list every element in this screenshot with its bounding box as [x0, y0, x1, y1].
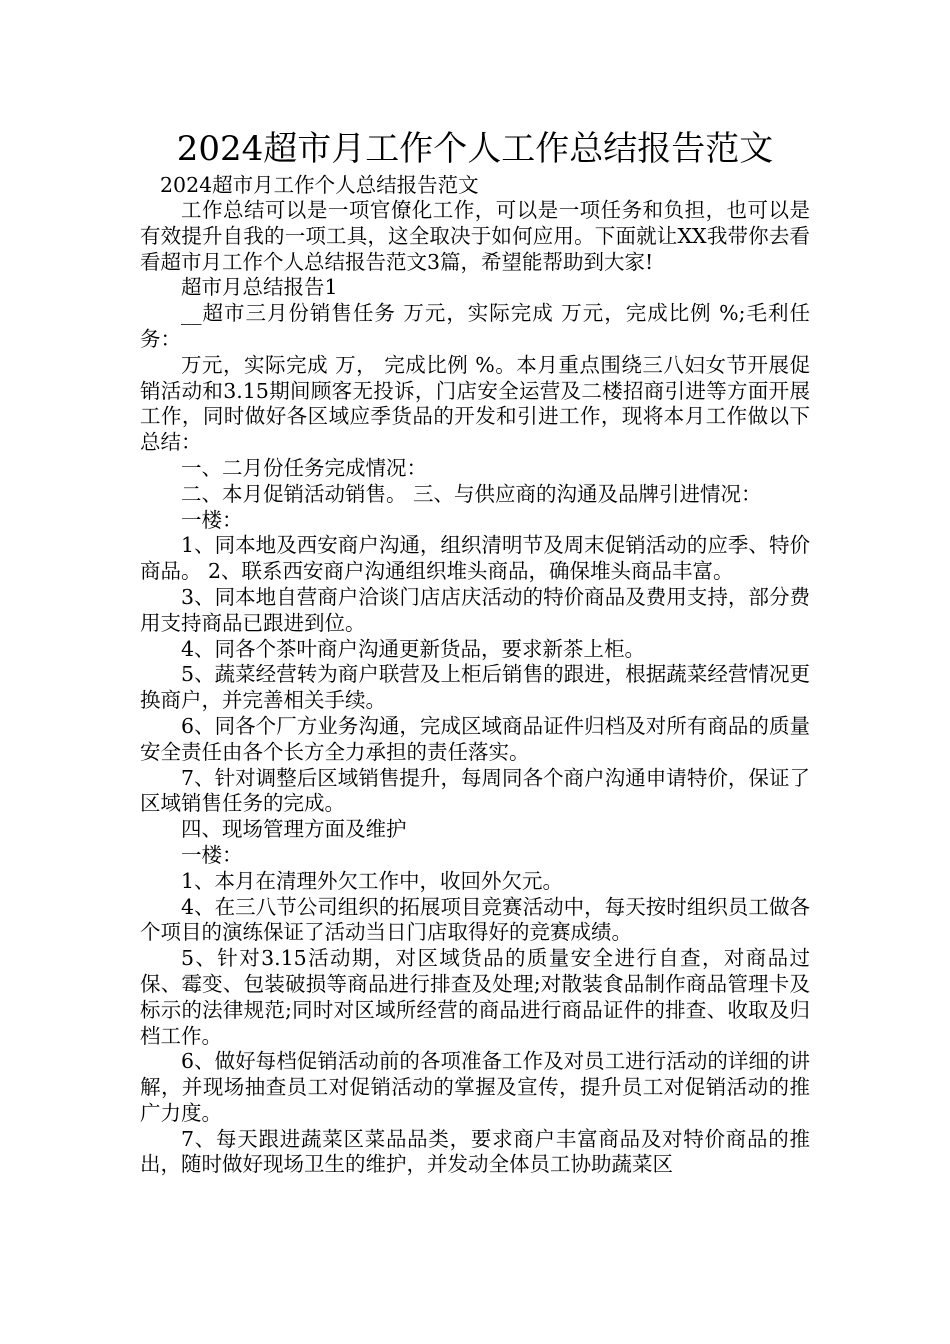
document-title: 2024超市月工作个人工作总结报告范文 [176, 129, 774, 169]
list-item: 7、针对调整后区域销售提升，每周同各个商户沟通申请特价，保证了区域销售任务的完成。 [140, 765, 810, 816]
list-item: 1、本月在清理外欠工作中，收回外欠元。 [181, 868, 564, 893]
paragraph-intro: 工作总结可以是一项官僚化工作，可以是一项任务和负担，也可以是有效提升自我的一项工具，这全取决于如何应用。下面就让XX我带你去看看超市月工作个人总结报告范文3篇，希望能帮助到大家! [140, 198, 810, 274]
document-subtitle: 2024超市月工作个人总结报告范文 [160, 173, 479, 197]
list-item: 1、同本地及西安商户沟通，组织清明节及周末促销活动的应季、特价商品。 2、联系西安商户沟通组织堆头商品，确保堆头商品丰富。 [140, 533, 810, 584]
section-heading: 四、现场管理方面及维护 [181, 817, 407, 842]
list-item: 6、同各个厂方业务沟通，完成区域商品证件归档及对所有商品的质量安全责任由各个长方全力承担的责任落实。 [140, 713, 810, 764]
paragraph: 二、本月促销活动销售。 三、与供应商的沟通及品牌引进情况： [181, 481, 762, 506]
list-item: 4、在三八节公司组织的拓展项目竞赛活动中，每天按时组织员工做各个项目的演练保证了活动当日门店取得好的竞赛成绩。 [140, 894, 810, 945]
paragraph: 万元，实际完成 万， 完成比例 %。本月重点围绕三八妇女节开展促销活动和3.15期间顾客无投诉，门店安全运营及二楼招商引进等方面开展工作，同时做好各区域应季货品的开发和引进工作，现将本月工作做以下总结： [140, 352, 810, 455]
section-heading-report-1: 超市月总结报告1 [181, 275, 338, 300]
paragraph: 一楼： [181, 842, 243, 867]
list-item: 5、蔬菜经营转为商户联营及上柜后销售的跟进，根据蔬菜经营情况更换商户，并完善相关手续。 [140, 662, 810, 713]
list-item: 6、做好每档促销活动前的各项准备工作及对员工进行活动的详细的讲解，并现场抽查员工对促销活动的掌握及宣传，提升员工对促销活动的推广力度。 [140, 1049, 810, 1125]
list-item: 7、每天跟进蔬菜区菜品品类，要求商户丰富商品及对特价商品的推出，随时做好现场卫生的维护，并发动全体员工协助蔬菜区 [140, 1126, 810, 1177]
paragraph: __超市三月份销售任务 万元，实际完成 万元，完成比例 %;毛利任务： [140, 301, 810, 351]
list-item: 3、同本地自营商户洽谈门店店庆活动的特价商品及费用支持，部分费用支持商品已跟进到位。 [140, 584, 810, 635]
list-item: 5、针对3.15活动期，对区域货品的质量安全进行自查，对商品过保、霉变、包装破损等商品进行排查及处理;对散装食品制作商品管理卡及标示的法律规范;同时对区域所经营的商品进行商品证件的排查、收取及归档工作。 [140, 946, 810, 1048]
paragraph: 一、二月份任务完成情况： [181, 455, 427, 480]
document-page [140, 126, 810, 1178]
document-body [140, 198, 810, 1178]
paragraph: 一楼： [181, 507, 243, 532]
list-item: 4、同各个茶叶商户沟通更新货品，要求新茶上柜。 [181, 636, 646, 661]
